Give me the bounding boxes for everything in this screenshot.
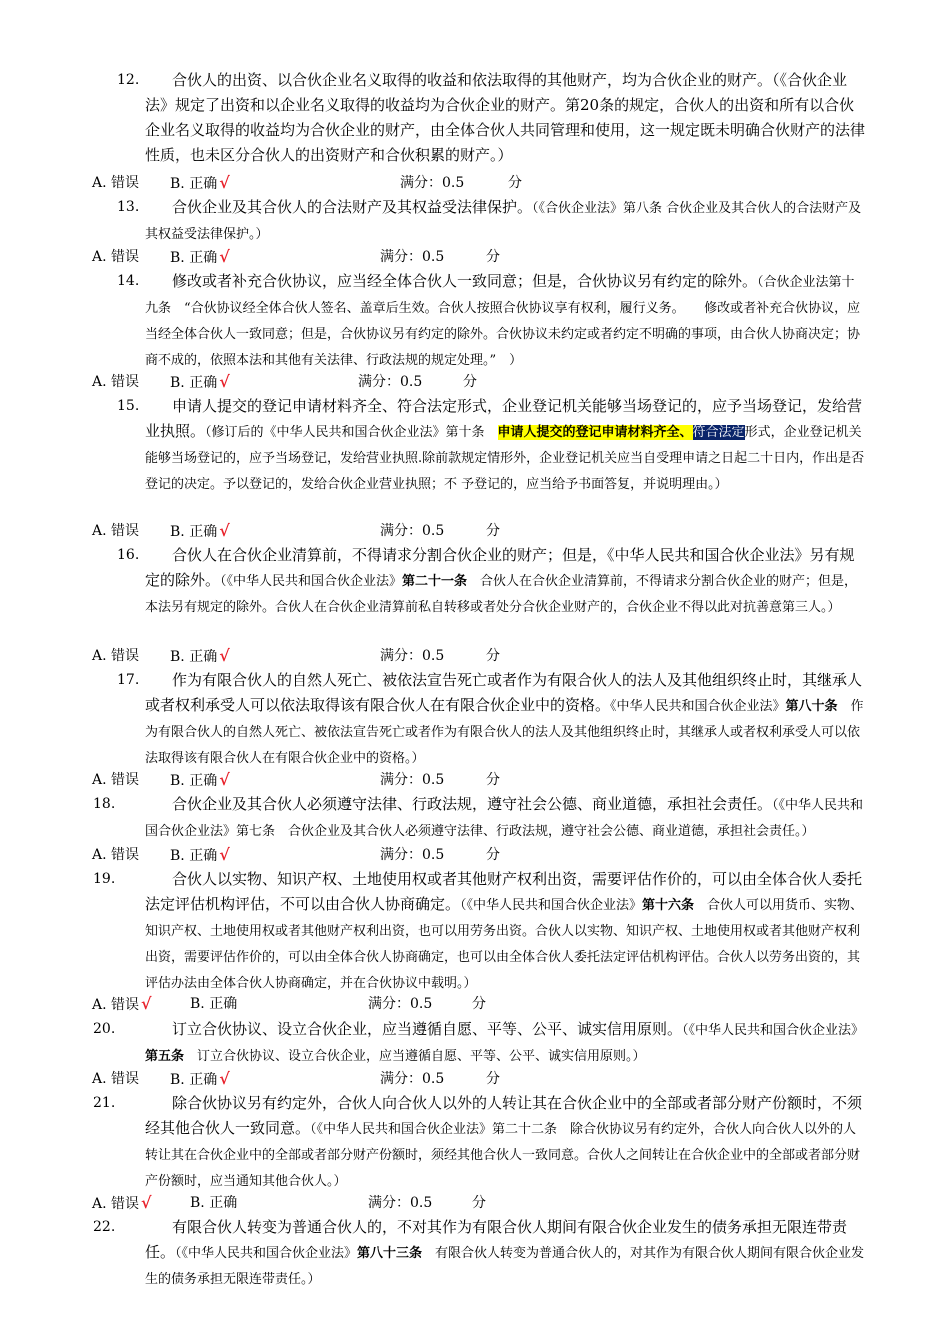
score-label: 满分：0.5 [380,772,445,788]
check-mark-icon: √ [219,770,230,789]
option-a[interactable]: A. 错误 √ [92,1193,152,1212]
question-statement: 作为有限合伙人的自然人死亡、被依法宣告死亡或者作为有限合伙人的法人及其他组织终止时，其继承人或者权利承受人可以依法取得该有限合伙人在有限合伙企业中的资格。《中华人民共和国合伙企业法》第八十条 作为有限合伙人的自然人死亡、被依法宣告死亡或者作为有限合伙人的法人及其他组织终止时，其继承人或者权利承受人可以依法取得该有限合伙人在有限合伙企业中的资格。） [145,671,864,766]
score-unit: 分 [472,996,486,1012]
question-22 [0,1215,950,1292]
option-a[interactable]: A. 错误 [92,772,140,788]
question-statement: 申请人提交的登记申请材料齐全、符合法定形式，企业登记机关能够当场登记的，应予当场登记，发给营业执照。（修订后的《中华人民共和国合伙企业法》第十条 申请人提交的登记申请材料齐全、符合法定形式，企业登记机关能够当场登记的，应予当场登记，发给营业执照.除前款规定情形外，企业登记机关应当自受理申请之日起二十日内，作出是否登记的决定。予以登记的，发给合伙企业营业执照；不 予登记的，应当给予书面答复，并说明理由。） [145,397,865,492]
option-a[interactable]: A. 错误 [92,523,140,539]
question-number: 14. [117,273,140,289]
question-number: 18. [93,796,116,812]
answer-row-14 [0,370,950,394]
score-label: 满分：0.5 [380,847,445,863]
question-number: 19. [93,871,116,887]
question-number: 16. [117,547,140,563]
question-statement: 合伙企业及其合伙人的合法财产及其权益受法律保护。（《合伙企业法》第八条 合伙企业及其合伙人的合法财产及其权益受法律保护。） [145,198,862,242]
answer-row-17 [0,768,950,792]
option-a[interactable]: A. 错误 [92,847,140,863]
score-unit: 分 [486,249,500,265]
question-number: 13. [117,199,140,215]
question-12 [0,68,950,168]
option-b[interactable]: B. 正确 [190,996,238,1012]
check-mark-icon: √ [219,845,230,864]
question-13 [0,195,950,247]
answer-row-19 [0,992,950,1016]
question-statement: 合伙人以实物、知识产权、土地使用权或者其他财产权利出资，需要评估作价的，可以由全体合伙人委托法定评估机构评估，不可以由合伙人协商确定。（《中华人民共和国合伙企业法》第十六条 合伙人可以用货币、实物、知识产权、土地使用权或者其他财产权利出资，也可以用劳务出资。合伙人以实物、知识产权、土地使用权或者其他财产权利出资，需要评估作价的，可以由全体合伙人协商确定，也可以由全体合伙人委托法定评估机构评估。合伙人以劳务出资的，其评估办法由全体合伙人协商确定，并在合伙协议中载明。） [145,870,864,991]
check-mark-icon: √ [141,994,152,1013]
option-b[interactable]: B. 正确 √ [170,646,230,665]
answer-row-21 [0,1191,950,1215]
answer-row-16 [0,644,950,668]
check-mark-icon: √ [219,173,230,192]
question-statement: 有限合伙人转变为普通合伙人的，不对其作为有限合伙人期间有限合伙企业发生的债务承担无限连带责任。（《中华人民共和国合伙企业法》第八十三条 有限合伙人转变为普通合伙人的，对其作为有限合伙人期间有限合伙企业发生的债务承担无限连带责任。） [145,1218,865,1287]
answer-row-12 [0,171,950,195]
question-20 [0,1017,950,1069]
question-18 [0,792,950,844]
question-number: 12. [117,72,140,88]
score-label: 满分：0.5 [380,648,445,664]
question-statement: 除合伙协议另有约定外，合伙人向合伙人以外的人转让其在合伙企业中的全部或者部分财产份额时，不须经其他合伙人一致同意。（《中华人民共和国合伙企业法》第二十二条 除合伙协议另有约定外，合伙人向合伙人以外的人转让其在合伙企业中的全部或者部分财产份额时，须经其他合伙人一致同意。合伙人之间转让在合伙企业中的全部或者部分财产份额时，应当通知其他合伙人。） [145,1094,863,1189]
score-unit: 分 [508,175,522,191]
question-19 [0,867,950,996]
question-21 [0,1091,950,1194]
option-b[interactable]: B. 正确 √ [170,247,230,266]
question-statement: 合伙人的出资、以合伙企业名义取得的收益和依法取得的其他财产，均为合伙企业的财产。（《合伙企业法》规定了出资和以企业名义取得的收益均为合伙企业的财产。第20条的规定，合伙人的出资和所有以合伙企业名义取得的收益均为合伙企业的财产，由全体合伙人共同管理和使用，这一规定既未明确合伙财产的法律性质，也未区分合伙人的出资财产和合伙积累的财产。） [145,71,866,164]
option-a[interactable]: A. 错误 [92,374,140,390]
score-unit: 分 [486,1071,500,1087]
answer-row-18 [0,843,950,867]
question-number: 22. [93,1219,116,1235]
option-b[interactable]: B. 正确 √ [170,770,230,789]
score-unit: 分 [463,374,477,390]
score-label: 满分：0.5 [380,249,445,265]
option-a[interactable]: A. 错误 [92,648,140,664]
option-b[interactable]: B. 正确 √ [170,1069,230,1088]
option-b[interactable]: B. 正确 √ [170,372,230,391]
score-unit: 分 [486,648,500,664]
score-unit: 分 [486,847,500,863]
option-a[interactable]: A. 错误 [92,175,140,191]
answer-row-13 [0,245,950,269]
option-a[interactable]: A. 错误 [92,249,140,265]
option-b[interactable]: B. 正确 √ [170,845,230,864]
check-mark-icon: √ [219,646,230,665]
score-label: 满分：0.5 [368,996,433,1012]
score-label: 满分：0.5 [400,175,465,191]
question-number: 15. [117,398,140,414]
question-statement: 合伙企业及其合伙人必须遵守法律、行政法规，遵守社会公德、商业道德，承担社会责任。（《中华人民共和国合伙企业法》第七条 合伙企业及其合伙人必须遵守法律、行政法规，遵守社会公德、商业道德，承担社会责任。） [145,795,864,839]
score-label: 满分：0.5 [380,1071,445,1087]
question-16 [0,543,950,620]
text-selection: 符合法定 [692,425,745,440]
check-mark-icon: √ [219,1069,230,1088]
score-label: 满分：0.5 [358,374,423,390]
score-label: 满分：0.5 [368,1195,433,1211]
score-label: 满分：0.5 [380,523,445,539]
check-mark-icon: √ [219,372,230,391]
option-a[interactable]: A. 错误 √ [92,994,152,1013]
answer-row-15 [0,519,950,543]
answer-row-20 [0,1067,950,1091]
score-unit: 分 [486,772,500,788]
check-mark-icon: √ [219,247,230,266]
highlight-yellow: 申请人提交的登记申请材料齐全、 [497,425,693,440]
question-statement: 订立合伙协议、设立合伙企业，应当遵循自愿、平等、公平、诚实信用原则。（《中华人民共和国合伙企业法》第五条 订立合伙协议、设立合伙企业，应当遵循自愿、平等、公平、诚实信用原则。） [145,1020,865,1064]
check-mark-icon: √ [219,521,230,540]
question-17 [0,668,950,771]
check-mark-icon: √ [141,1193,152,1212]
question-number: 21. [93,1095,116,1111]
question-number: 20. [93,1021,116,1037]
option-b[interactable]: B. 正确 √ [170,521,230,540]
question-statement: 合伙人在合伙企业清算前，不得请求分割合伙企业的财产；但是，《中华人民共和国合伙企业法》另有规定的除外。（《中华人民共和国合伙企业法》第二十一条 合伙人在合伙企业清算前，不得请求分割合伙企业的财产；但是，本法另有规定的除外。合伙人在合伙企业清算前私自转移或者处分合伙企业财产的，合伙企业不得以此对抗善意第三人。） [145,546,858,615]
score-unit: 分 [486,523,500,539]
score-unit: 分 [472,1195,486,1211]
option-b[interactable]: B. 正确 √ [170,173,230,192]
option-a[interactable]: A. 错误 [92,1071,140,1087]
question-14 [0,269,950,373]
option-b[interactable]: B. 正确 [190,1195,238,1211]
question-number: 17. [117,672,140,688]
question-15 [0,394,950,497]
question-statement: 修改或者补充合伙协议，应当经全体合伙人一致同意；但是，合伙协议另有约定的除外。（合伙企业法第十九条 “合伙协议经全体合伙人签名、盖章后生效。合伙人按照合伙协议享有权利，履行义务。 修改或者补充合伙协议，应当经全体合伙人一致同意；但是，合伙协议另有约定的除外。合伙协议未约定或者约定不明确的事项，由合伙人协商决定；协商不成的，依照本法和其他有关法律、行政法规的规定处理。” ） [145,272,861,368]
